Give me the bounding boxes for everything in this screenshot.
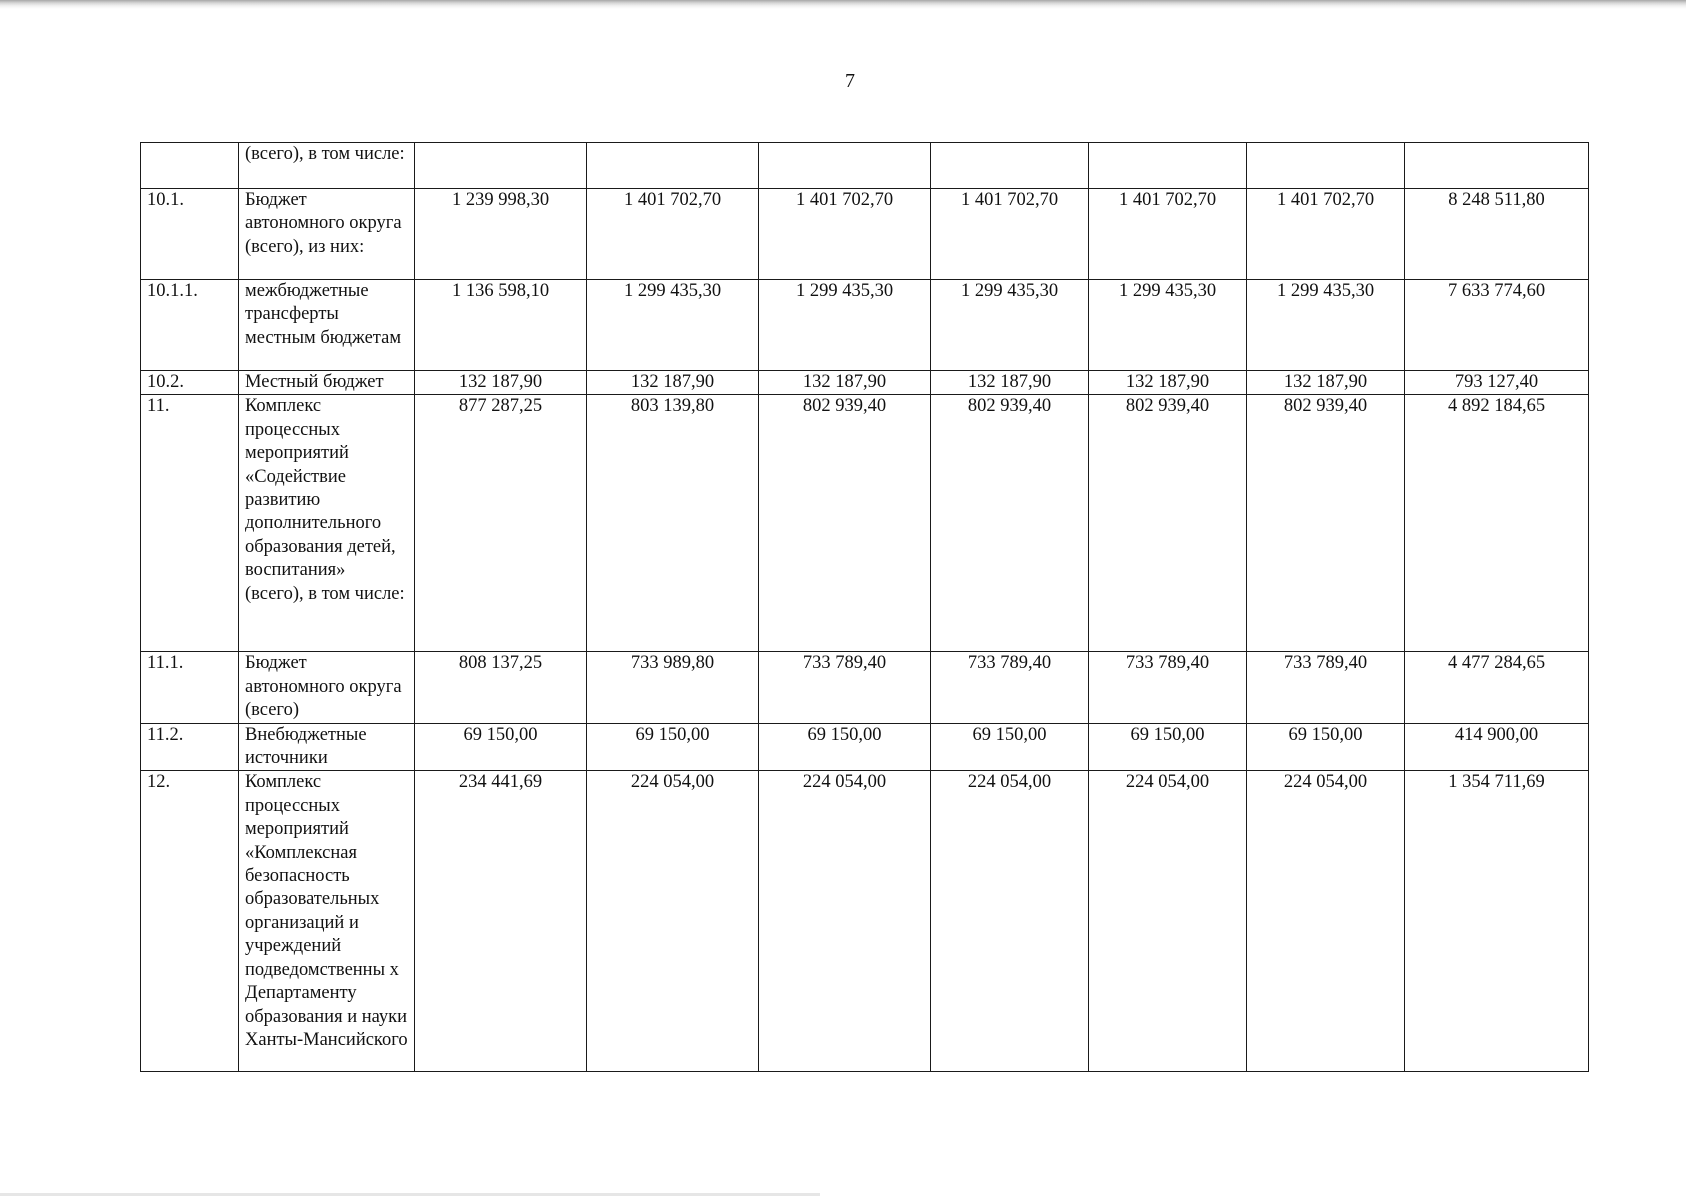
row-name: Бюджет автономного округа (всего), из них:: [239, 189, 415, 280]
value-cell: 802 939,40: [1247, 395, 1405, 652]
value-cell: 69 150,00: [415, 723, 587, 771]
row-number: 12.: [141, 771, 239, 1072]
table-row: [141, 371, 1589, 395]
table-row: [141, 189, 1589, 280]
value-cell: 234 441,69: [415, 771, 587, 1072]
row-number: 10.1.: [141, 189, 239, 280]
value-cell: 1 299 435,30: [1089, 280, 1247, 371]
total-cell: 414 900,00: [1405, 723, 1589, 771]
row-name: межбюджетные трансферты местным бюджетам: [239, 280, 415, 371]
table-row: [141, 723, 1589, 771]
total-cell: 4 477 284,65: [1405, 652, 1589, 723]
table-row: [141, 143, 1589, 189]
value-cell: [587, 143, 759, 189]
row-name: Местный бюджет: [239, 371, 415, 395]
value-cell: 1 401 702,70: [759, 189, 931, 280]
row-number: 11.: [141, 395, 239, 652]
value-cell: 733 789,40: [931, 652, 1089, 723]
value-cell: 802 939,40: [1089, 395, 1247, 652]
value-cell: 733 989,80: [587, 652, 759, 723]
value-cell: 224 054,00: [1247, 771, 1405, 1072]
row-number: 11.1.: [141, 652, 239, 723]
row-name: Внебюджетные источники: [239, 723, 415, 771]
value-cell: 1 299 435,30: [931, 280, 1089, 371]
value-cell: 733 789,40: [759, 652, 931, 723]
page-number: 7: [845, 70, 855, 92]
value-cell: 877 287,25: [415, 395, 587, 652]
value-cell: 1 401 702,70: [1247, 189, 1405, 280]
total-cell: 7 633 774,60: [1405, 280, 1589, 371]
scan-edge-top: [0, 0, 1686, 9]
value-cell: 132 187,90: [587, 371, 759, 395]
value-cell: 132 187,90: [1247, 371, 1405, 395]
value-cell: 224 054,00: [587, 771, 759, 1072]
value-cell: 69 150,00: [931, 723, 1089, 771]
table-row: [141, 652, 1589, 723]
row-number: 10.1.1.: [141, 280, 239, 371]
row-number: 11.2.: [141, 723, 239, 771]
value-cell: 69 150,00: [759, 723, 931, 771]
value-cell: 132 187,90: [415, 371, 587, 395]
budget-table: [140, 142, 1589, 1072]
row-name: (всего), в том числе:: [239, 143, 415, 189]
table-row: [141, 280, 1589, 371]
total-cell: 1 354 711,69: [1405, 771, 1589, 1072]
table-row: [141, 771, 1589, 1072]
value-cell: 803 139,80: [587, 395, 759, 652]
value-cell: 132 187,90: [1089, 371, 1247, 395]
scan-edge-bottom: [0, 1193, 820, 1196]
value-cell: 69 150,00: [587, 723, 759, 771]
value-cell: 1 136 598,10: [415, 280, 587, 371]
value-cell: 733 789,40: [1247, 652, 1405, 723]
row-number: 10.2.: [141, 371, 239, 395]
value-cell: [759, 143, 931, 189]
total-cell: 8 248 511,80: [1405, 189, 1589, 280]
value-cell: 1 401 702,70: [931, 189, 1089, 280]
value-cell: 733 789,40: [1089, 652, 1247, 723]
value-cell: [1089, 143, 1247, 189]
value-cell: 69 150,00: [1247, 723, 1405, 771]
value-cell: 69 150,00: [1089, 723, 1247, 771]
table-row: [141, 395, 1589, 652]
value-cell: 132 187,90: [931, 371, 1089, 395]
value-cell: 224 054,00: [931, 771, 1089, 1072]
row-name: Комплекс процессных мероприятий «Содействие развитию дополнительного образования детей, воспитания» (всего), в том числе:: [239, 395, 415, 652]
total-cell: [1405, 143, 1589, 189]
value-cell: 808 137,25: [415, 652, 587, 723]
value-cell: [931, 143, 1089, 189]
value-cell: 224 054,00: [1089, 771, 1247, 1072]
value-cell: [1247, 143, 1405, 189]
row-name: Бюджет автономного округа (всего): [239, 652, 415, 723]
value-cell: 132 187,90: [759, 371, 931, 395]
value-cell: 1 239 998,30: [415, 189, 587, 280]
total-cell: 4 892 184,65: [1405, 395, 1589, 652]
row-name: Комплекс процессных мероприятий «Комплексная безопасность образовательных организаций и учреждений подведомственны х Департаменту образования и науки Ханты-Мансийского: [239, 771, 415, 1072]
value-cell: 1 299 435,30: [587, 280, 759, 371]
total-cell: 793 127,40: [1405, 371, 1589, 395]
value-cell: 1 401 702,70: [1089, 189, 1247, 280]
value-cell: 802 939,40: [931, 395, 1089, 652]
value-cell: 1 401 702,70: [587, 189, 759, 280]
value-cell: [415, 143, 587, 189]
value-cell: 802 939,40: [759, 395, 931, 652]
value-cell: 224 054,00: [759, 771, 931, 1072]
value-cell: 1 299 435,30: [759, 280, 931, 371]
value-cell: 1 299 435,30: [1247, 280, 1405, 371]
row-number: [141, 143, 239, 189]
